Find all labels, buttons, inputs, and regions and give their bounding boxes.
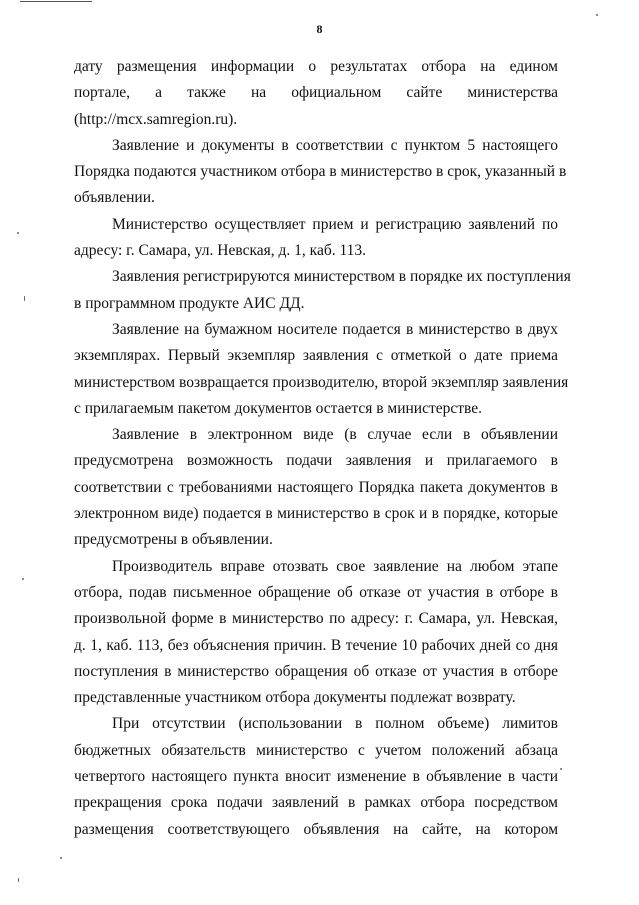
text-line: дату размещения информации о результатах отбора на едином (74, 58, 558, 75)
text-line: поступления в министерство обращения об отказе от участия в отборе (74, 662, 558, 680)
text-line: При отсутствии (использовании в полном объеме) лимитов (112, 715, 558, 733)
scan-speck (596, 14, 598, 16)
text-line: д. 1, каб. 113, без объяснения причин. В течение 10 рабочих дней со дня (74, 636, 558, 654)
text-line: Заявление в электронном виде (в случае если в объявлении (112, 426, 558, 444)
text-line: Министерство осуществляет прием и регистрацию заявлений по (112, 215, 558, 233)
text-line: размещения соответствующего объявления на сайте, на котором (74, 820, 558, 838)
text-line: электронном виде) подается в министерство в срок и в порядке, которые (74, 505, 558, 523)
document-body (74, 54, 571, 843)
paragraph (74, 422, 558, 553)
paragraph (74, 264, 571, 317)
text-line: в программном продукте АИС ДД. (74, 294, 305, 312)
paragraph (74, 54, 558, 133)
text-line: прекращения срока подачи заявлений в рамках отбора посредством (74, 794, 558, 812)
text-line: представленные участником отбора документы подлежат возврату. (74, 689, 516, 707)
scan-speck (17, 232, 19, 234)
text-line: Заявление и документы в соответствии с пунктом 5 настоящего (112, 136, 558, 154)
text-line: экземплярах. Первый экземпляр заявления с отметкой о дате приема (74, 347, 558, 365)
text-line: бюджетных обязательств министерство с учетом положений абзаца (74, 741, 558, 759)
paragraph (74, 554, 558, 712)
scan-speck (24, 296, 25, 301)
scan-speck (22, 578, 24, 580)
text-line: отбора, подав письменное обращение об отказе от участия в отборе в (74, 583, 558, 601)
text-line: произвольной форме в министерство по адресу: г. Самара, ул. Невская, (74, 610, 558, 628)
text-line: (http://mcx.samregion.ru). (74, 110, 238, 128)
text-line: четвертого настоящего пункта вносит изменение в объявление в части (74, 768, 558, 786)
text-line: портале, а также на официальном сайте министерства (74, 84, 558, 102)
text-line: Заявления регистрируются министерством в порядке их поступления (112, 268, 571, 286)
paragraph (74, 212, 558, 265)
text-line: с прилагаемым пакетом документов остается в министерстве. (74, 399, 483, 417)
paragraph (74, 133, 567, 212)
page-number: 8 (316, 22, 323, 36)
scan-speck (60, 857, 62, 859)
text-line: адресу: г. Самара, ул. Невская, д. 1, каб. 113. (74, 242, 367, 260)
scan-speck (560, 768, 562, 770)
text-line: предусмотрены в объявлении. (74, 531, 273, 549)
text-line: Порядка подаются участником отбора в министерство в срок, указанный в (74, 163, 567, 181)
text-line: объявлении. (74, 189, 155, 207)
text-line: соответствии с требованиями настоящего Порядка пакета документов в (74, 478, 558, 496)
paragraph (74, 711, 558, 842)
top-edge-rule (20, 1, 92, 2)
text-line: предусмотрена возможность подачи заявления и прилагаемого в (74, 452, 558, 470)
text-line: Заявление на бумажном носителе подается в министерство в двух (112, 320, 558, 338)
text-line: Производитель вправе отозвать свое заявление на любом этапе (112, 557, 558, 575)
scan-speck (18, 878, 19, 882)
text-line: министерством возвращается производителю, второй экземпляр заявления (74, 373, 569, 391)
paragraph (74, 317, 569, 422)
